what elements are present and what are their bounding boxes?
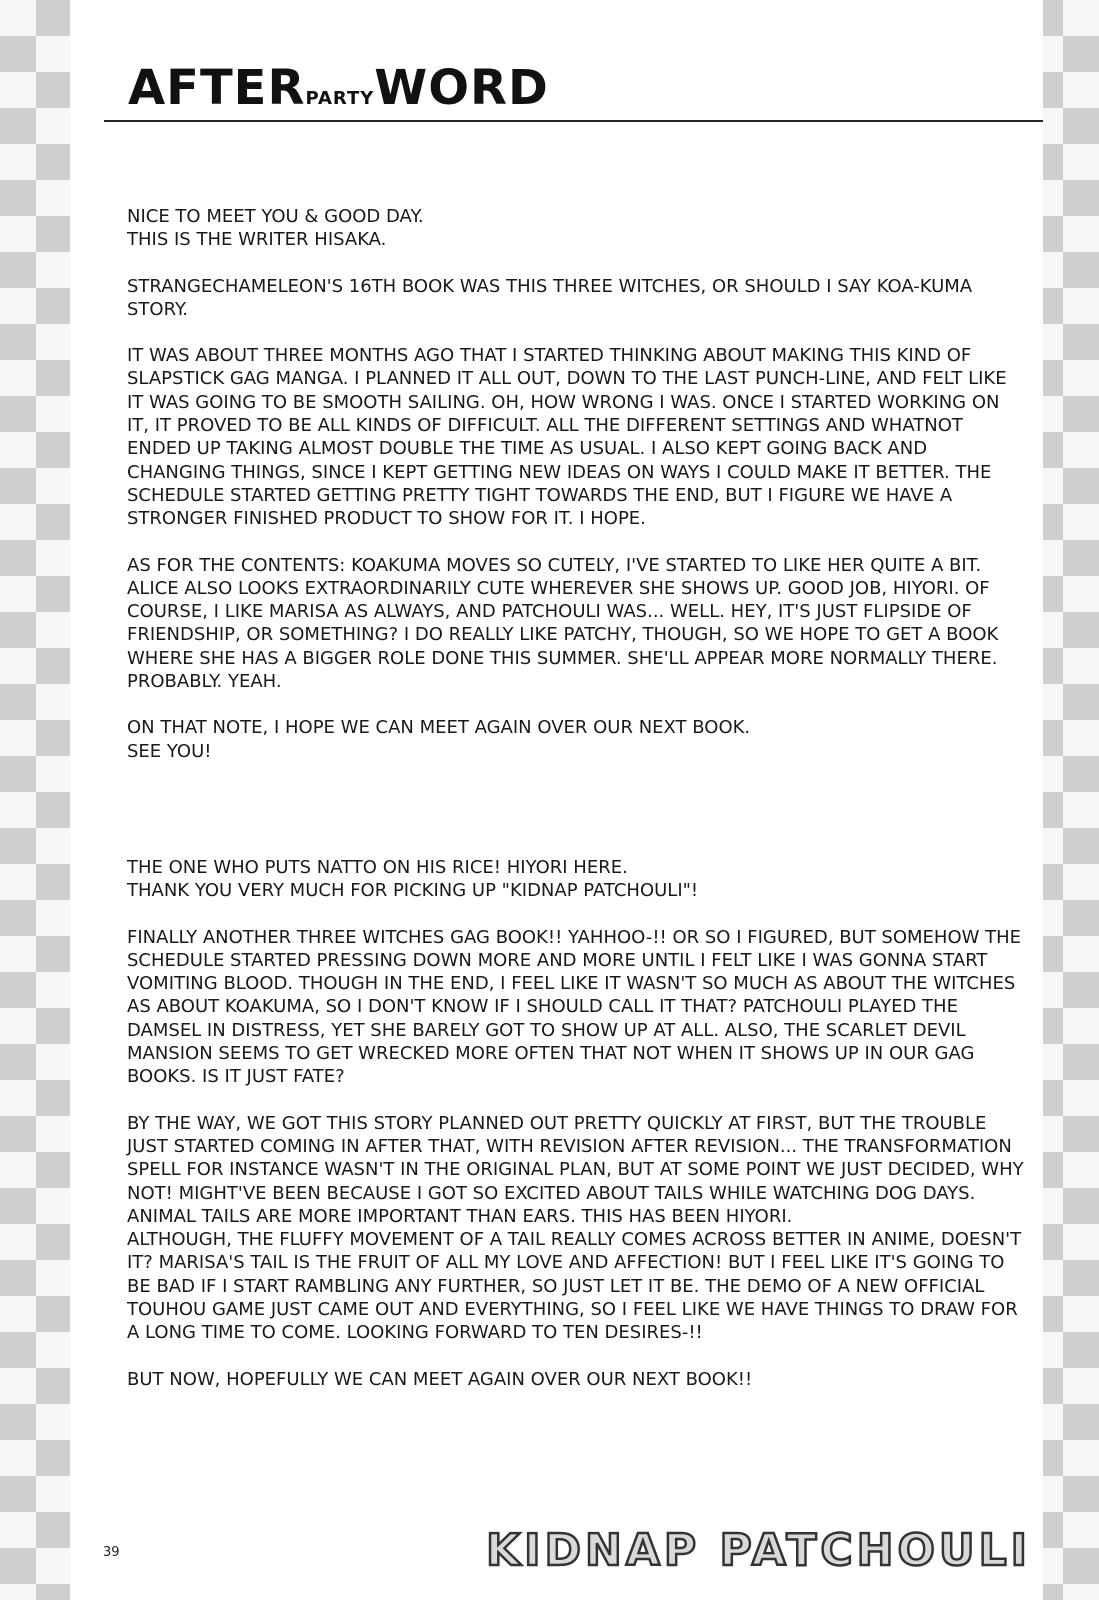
hisaka-line: ON THAT NOTE, I HOPE WE CAN MEET AGAIN OVER OUR NEXT BOOK. [127,717,751,739]
right-checker-border [1043,0,1099,1600]
hisaka-paragraph: IT WAS ABOUT THREE MONTHS AGO THAT I STARTED THINKING ABOUT MAKING THIS KIND OF SLAPSTICK GAG MANGA. I PLANNED IT ALL OUT, DOWN TO THE LAST PUNCH-LINE, AND FELT LIKE IT WAS GOING TO BE SMOOTH SAILING. OH, HOW WRONG I WAS. ONCE I STARTED WORKING ON IT, IT PROVED TO BE ALL KINDS OF DIFFICULT. ALL THE DIFFERENT SETTINGS AND WHATNOT ENDED UP TAKING ALMOST DOUBLE THE TIME AS USUAL. I ALSO KEPT GOING BACK AND CHANGING THINGS, SINCE I KEPT GETTING NEW IDEAS ON WAYS I COULD MAKE IT BETTER. THE SCHEDULE STARTED GETTING PRETTY TIGHT TOWARDS THE END, BUT I FIGURE WE HAVE A STRONGER FINISHED PRODUCT TO SHOW FOR IT. I HOPE. [127,345,1007,530]
section-gap [127,786,1027,856]
hisaka-line: SEE YOU! [127,740,212,762]
page-title [128,60,549,116]
page [70,0,1043,1600]
hiyori-line: THE ONE WHO PUTS NATTO ON HIS RICE! HIYORI HERE. [127,856,628,878]
hisaka-line: THIS IS THE WRITER HISAKA. [127,229,387,251]
title-party: PARTY [305,88,375,109]
title-after: AFTER [128,60,306,116]
hisaka-paragraph: STRANGECHAMELEON'S 16TH BOOK WAS THIS THREE WITCHES, OR SHOULD I SAY KOA-KUMA STORY. [127,275,973,320]
page-number: 39 [103,1545,120,1560]
title-rule [104,120,1043,122]
left-checker-border [0,0,70,1600]
afterword-body [127,205,1027,1414]
book-title-logo: KIDNAP PATCHOULI [486,1525,1031,1576]
hiyori-paragraph: BY THE WAY, WE GOT THIS STORY PLANNED OUT PRETTY QUICKLY AT FIRST, BUT THE TROUBLE JUST STARTED COMING IN AFTER THAT, WITH REVISION AFTER REVISION... THE TRANSFORMATION SPELL FOR INSTANCE WASN'T IN THE ORIGINAL PLAN, BUT AT SOME POINT WE JUST DECIDED, WHY NOT! MIGHT'VE BEEN BECAUSE I GOT SO EXCITED ABOUT TAILS WHILE WATCHING DOG DAYS. ANIMAL TAILS ARE MORE IMPORTANT THAN EARS. THIS HAS BEEN HIYORI. [127,1112,1024,1227]
hisaka-line: NICE TO MEET YOU & GOOD DAY. [127,206,424,227]
hisaka-paragraph: AS FOR THE CONTENTS: KOAKUMA MOVES SO CUTELY, I'VE STARTED TO LIKE HER QUITE A BIT. ALICE ALSO LOOKS EXTRAORDINARILY CUTE WHEREVER SHE SHOWS UP. GOOD JOB, HIYORI. OF COURSE, I LIKE MARISA AS ALWAYS, AND PATCHOULI WAS... WELL. HEY, IT'S JUST FLIPSIDE OF FRIENDSHIP, OR SOMETHING? I DO REALLY LIKE PATCHY, THOUGH, SO WE HOPE TO GET A BOOK WHERE SHE HAS A BIGGER ROLE DONE THIS SUMMER. SHE'LL APPEAR MORE NORMALLY THERE. PROBABLY. YEAH. [127,554,999,693]
hiyori-line: BUT NOW, HOPEFULLY WE CAN MEET AGAIN OVER OUR NEXT BOOK!! [127,1368,753,1390]
hiyori-line: THANK YOU VERY MUCH FOR PICKING UP "KIDNAP PATCHOULI"! [127,880,699,902]
title-word: WORD [374,60,549,116]
hiyori-paragraph: FINALLY ANOTHER THREE WITCHES GAG BOOK!! YAHHOO-!! OR SO I FIGURED, BUT SOMEHOW THE SCHEDULE STARTED PRESSING DOWN MORE AND MORE UNTIL I FELT LIKE I WAS GONNA START VOMITING BLOOD. THOUGH IN THE END, I FEEL LIKE IT WASN'T SO MUCH AS ABOUT THE WITCHES AS ABOUT KOAKUMA, SO I DON'T KNOW IF I SHOULD CALL IT THAT? PATCHOULI PLAYED THE DAMSEL IN DISTRESS, YET SHE BARELY GOT TO SHOW UP AT ALL. ALSO, THE SCARLET DEVIL MANSION SEEMS TO GET WRECKED MORE OFTEN THAT NOT WHEN IT SHOWS UP IN OUR GAG BOOKS. IS IT JUST FATE? [127,926,1022,1088]
hiyori-paragraph: ALTHOUGH, THE FLUFFY MOVEMENT OF A TAIL REALLY COMES ACROSS BETTER IN ANIME, DOESN'T IT? MARISA'S TAIL IS THE FRUIT OF ALL MY LOVE AND AFFECTION! BUT I FEEL LIKE IT'S GOING TO BE BAD IF I START RAMBLING ANY FURTHER, SO JUST LET IT BE. THE DEMO OF A NEW OFFICIAL TOUHOU GAME JUST CAME OUT AND EVERYTHING, SO I FEEL LIKE WE HAVE THINGS TO DRAW FOR A LONG TIME TO COME. LOOKING FORWARD TO TEN DESIRES-!! [127,1229,1022,1344]
